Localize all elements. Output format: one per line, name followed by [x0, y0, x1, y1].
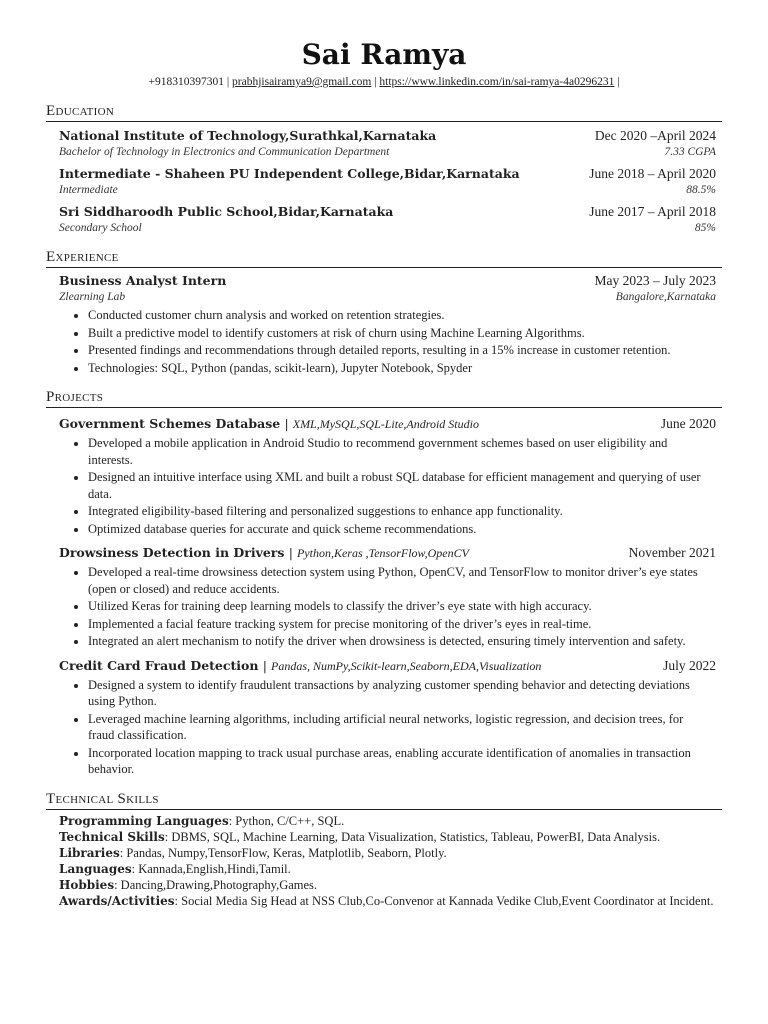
bullet-item: • Optimized database queries for accurate and quick scheme recommendations.	[88, 521, 716, 538]
skill-value: : Kannada,English,Hindi,Tamil.	[131, 861, 291, 876]
education-entry	[59, 203, 716, 236]
skill-line	[59, 877, 722, 893]
degree-name: Bachelor of Technology in Electronics and Communication Department	[59, 146, 390, 158]
project-tech: Pandas, NumPy,Scikit-learn,Seaborn,EDA,Visualization	[270, 658, 542, 673]
skill-label: Technical Skills	[59, 829, 165, 844]
skill-label: Languages	[59, 861, 132, 876]
education-dates: June 2017 – April 2018	[589, 204, 716, 219]
separator: |	[374, 76, 380, 88]
resume-page	[46, 38, 722, 909]
skill-label: Programming Languages	[59, 813, 229, 828]
job-location: Bangalore,Karnataka	[615, 291, 716, 303]
job-role: Business Analyst Intern	[59, 273, 227, 288]
bullet-item: • Developed a real-time drowsiness detection system using Python, OpenCV, and TensorFlow to monitor driver’s eye states (open or closed) and reduce accidents.	[88, 564, 716, 597]
separator: |	[284, 416, 293, 431]
linkedin-link[interactable]: https://www.linkedin.com/in/sai-ramya-4a0296231	[379, 76, 615, 88]
project-bullets	[59, 435, 716, 537]
separator: |	[617, 76, 620, 88]
bullet-item: • Utilized Keras for training deep learning models to classify the driver’s eye state with high accuracy.	[88, 598, 716, 615]
skill-value: : Python, C/C++, SQL.	[228, 813, 345, 828]
section-title-skills: Technical Skills	[46, 790, 722, 810]
separator: |	[226, 76, 233, 88]
education-entry	[59, 127, 716, 160]
phone-number: +918310397301	[148, 76, 224, 88]
email-link[interactable]: prabhjisairamya9@gmail.com	[232, 76, 372, 88]
bullet-item: • Technologies: SQL, Python (pandas, scikit-learn), Jupyter Notebook, Spyder	[88, 360, 716, 377]
company-name: Zlearning Lab	[59, 291, 126, 303]
project-date: November 2021	[628, 545, 716, 560]
institution-name: Sri Siddharoodh Public School,Bidar,Karnataka	[59, 204, 394, 219]
skill-line	[59, 861, 722, 877]
candidate-name: Sai Ramya	[301, 38, 467, 71]
job-dates: May 2023 – July 2023	[594, 273, 716, 288]
skill-line	[59, 813, 722, 829]
experience-bullets	[59, 307, 716, 376]
skill-label: Libraries	[59, 845, 120, 860]
bullet-item: • Integrated an alert mechanism to notify the driver when drowsiness is detected, ensuring timely intervention and safety.	[88, 633, 716, 650]
bullet-item: • Incorporated location mapping to track usual purchase areas, enabling accurate identification of anomalies in transaction behavior.	[88, 745, 716, 778]
education-score: 7.33 CGPA	[664, 146, 716, 158]
skill-value: : DBMS, SQL, Machine Learning, Data Visualization, Statistics, Tableau, PowerBI, Data Analysis.	[164, 829, 661, 844]
education-dates: Dec 2020 –April 2024	[594, 128, 716, 143]
experience-section	[46, 248, 722, 376]
section-title-projects: Projects	[46, 388, 722, 408]
project-name: Government Schemes Database	[59, 416, 281, 431]
project-name: Credit Card Fraud Detection	[59, 657, 259, 673]
bullet-item: • Designed an intuitive interface using XML and built a robust SQL database for efficient management and querying of user data.	[88, 469, 716, 502]
project-entry	[59, 657, 716, 778]
skills-section	[46, 790, 722, 909]
skill-value: : Dancing,Drawing,Photography,Games.	[114, 877, 318, 892]
project-date: July 2022	[663, 657, 716, 673]
skill-line	[59, 893, 722, 909]
education-section	[46, 102, 722, 236]
education-score: 85%	[694, 222, 716, 234]
skill-line	[59, 829, 722, 845]
bullet-item: • Leveraged machine learning algorithms, including artificial neural networks, logistic regression, and decision trees, for fraud classification.	[88, 711, 716, 744]
degree-name: Secondary School	[59, 222, 142, 234]
bullet-item: • Integrated eligibility-based filtering and personalized suggestions to enhance app functionality.	[88, 503, 716, 520]
projects-section	[46, 388, 722, 778]
separator: |	[262, 657, 271, 673]
project-name: Drowsiness Detection in Drivers	[59, 545, 285, 560]
project-bullets	[59, 564, 716, 650]
bullet-item: • Built a predictive model to identify customers at risk of churn using Machine Learning Algorithms.	[88, 325, 716, 342]
skill-value: : Pandas, Numpy,TensorFlow, Keras, Matplotlib, Seaborn, Plotly.	[119, 845, 447, 860]
section-title-experience: Experience	[46, 248, 722, 268]
education-dates: June 2018 – April 2020	[589, 166, 716, 181]
project-entry	[59, 544, 716, 650]
project-bullets	[59, 677, 716, 778]
contact-line	[46, 74, 722, 90]
project-tech: XML,MySQL,SQL-Lite,Android Studio	[292, 417, 479, 431]
education-entry	[59, 165, 716, 198]
education-score: 88.5%	[686, 184, 716, 196]
skill-label: Awards/Activities	[59, 893, 175, 908]
bullet-item: • Conducted customer churn analysis and worked on retention strategies.	[88, 307, 716, 324]
skill-value: : Social Media Sig Head at NSS Club,Co-Convenor at Kannada Vedike Club,Event Coordinator at Incident.	[174, 893, 714, 908]
project-date: June 2020	[660, 416, 716, 431]
skill-line	[59, 845, 722, 861]
institution-name: National Institute of Technology,Surathkal,Karnataka	[59, 128, 437, 143]
skill-label: Hobbies	[59, 877, 115, 892]
bullet-item: • Developed a mobile application in Android Studio to recommend government schemes based on user eligibility and interests.	[88, 435, 716, 468]
section-title-education: Education	[46, 102, 722, 122]
institution-name: Intermediate - Shaheen PU Independent College,Bidar,Karnataka	[59, 166, 520, 181]
degree-name: Intermediate	[59, 184, 118, 196]
bullet-item: • Presented findings and recommendations through detailed reports, resulting in a 15% increase in customer retention.	[88, 342, 716, 359]
project-tech: Python,Keras ,TensorFlow,OpenCV	[296, 546, 469, 560]
bullet-item: • Implemented a facial feature tracking system for precise monitoring of the driver’s eyes in real-time.	[88, 616, 716, 633]
project-entry	[59, 415, 716, 537]
bullet-item: • Designed a system to identify fraudulent transactions by analyzing customer spending behavior and detecting deviations using Python.	[88, 677, 716, 710]
skills-list	[46, 810, 722, 909]
separator: |	[288, 545, 297, 560]
